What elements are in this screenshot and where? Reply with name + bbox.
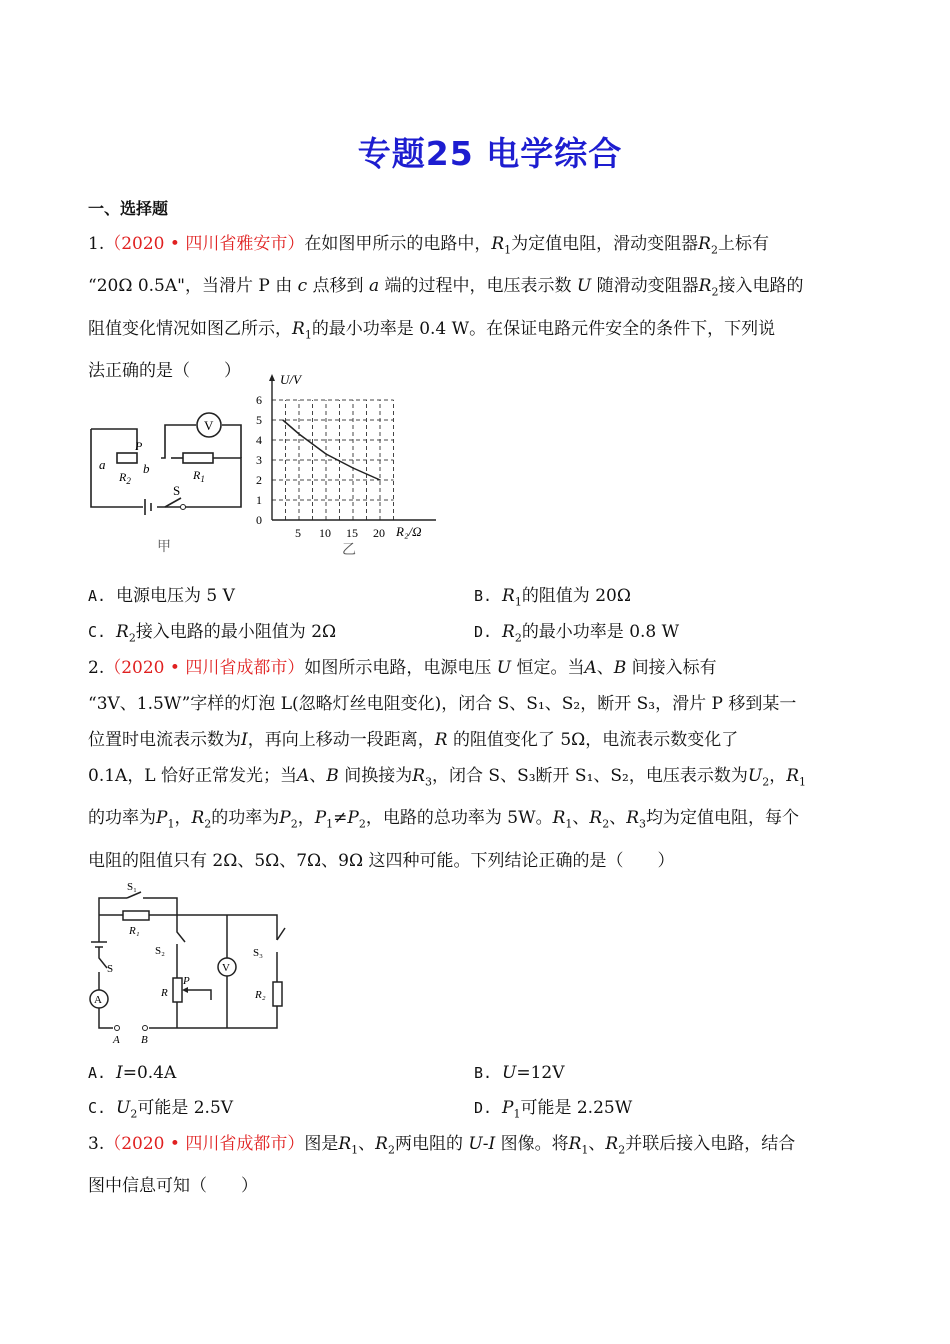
q2-option-b[interactable]: B. U=12V [474, 1063, 565, 1083]
q2-line-4: 0.1A，L 恰好正常发光；当A、B 间换接为$R_3$，闭合 S、S₃断开 S₁、S₂，电压表示数为$U_2$，$R_1$ [88, 766, 806, 789]
y-tick-label: 2 [256, 473, 262, 487]
figure-caption-jia: 甲 [157, 540, 171, 555]
x-tick-label: 15 [346, 526, 358, 540]
rheostat-r-label: R [161, 987, 168, 999]
y-tick-label: 1 [256, 493, 262, 507]
q1-line-3: 阻值变化情况如图乙所示，$R_1$的最小功率是 0.4 W。在保证电路元件安全的条件下，下列说 [88, 318, 776, 342]
y-tick-label: 4 [256, 433, 262, 447]
q1-option-a[interactable]: A. 电源电压为 5 V [88, 586, 235, 606]
u-r2-curve [283, 420, 380, 480]
q2-source: （2020 • 四川省成都市） [104, 658, 305, 678]
q1-line-4: 法正确的是（ ） [88, 361, 241, 382]
q2-option-c[interactable]: C. $U_2$可能是 2.5V [88, 1098, 234, 1121]
q3-line-1: 3.（2020 • 四川省成都市）图是$R_1$、$R_2$两电阻的 U-I 图像。将$R_1$、$R_2$并联后接入电路，结合 [88, 1134, 796, 1157]
r2-label: R₂ [255, 989, 266, 1001]
switch-s-label: S [107, 963, 114, 975]
x-tick-label: 5 [295, 526, 301, 540]
q2-line-2: “3V、1.5W”字样的灯泡 L(忽略灯丝电阻变化)，闭合 S、S₁、S₂，断开 S₃，滑片 P 移到某一 [88, 694, 797, 714]
q2-option-a[interactable]: A. I=0.4A [88, 1063, 177, 1083]
x-axis-label: R₂/Ω [396, 524, 422, 539]
section-heading: 一、选择题 [88, 199, 169, 218]
r1-label: R₁ [129, 925, 140, 937]
x-tick-label: 10 [319, 526, 331, 540]
question-1 [88, 226, 863, 389]
q2-line-6: 电阻的阻值只有 2Ω、5Ω、7Ω、9Ω 这四种可能。下列结论正确的是（ ） [88, 850, 675, 871]
y-tick-label: 0 [256, 513, 262, 527]
y-axis-arrow [269, 374, 275, 381]
r1-label: $R_1$ [193, 468, 205, 484]
terminal-b-label: b [143, 461, 150, 476]
q2-option-d[interactable]: D. $P_1$可能是 2.25W [474, 1098, 633, 1121]
y-tick-label: 3 [256, 453, 262, 467]
q3-line-2: 图中信息可知（ ） [88, 1176, 258, 1197]
y-axis-label: U/V [280, 372, 301, 387]
switch-s2-label: S₂ [155, 945, 165, 957]
switch-s-label: S [173, 483, 181, 498]
q2-line-3: 位置时电流表示数为I，再向上移动一段距离，R 的阻值变化了 5Ω，电流表示数变化了 [88, 730, 739, 750]
x-tick-label: 20 [373, 526, 385, 540]
switch-s1-label: S₁ [127, 881, 137, 893]
q1-voltage-chart [250, 370, 450, 560]
slider-p-label: P [183, 975, 190, 987]
figure-caption-yi: 乙 [342, 543, 356, 558]
q1-source: （2020 • 四川省雅安市） [104, 234, 305, 254]
terminal-a-label: a [99, 457, 106, 472]
switch-s3-label: S₃ [253, 947, 263, 959]
q2-line-5: 的功率为$P_1$，$R_2$的功率为$P_2$，$P_1\ne P_2$，电路的总功率为 5W。$R_1$、$R_2$、$R_3$均为定值电阻，每个 [88, 808, 800, 831]
q1-option-b[interactable]: B. $R_1$的阻值为 20Ω [474, 586, 631, 609]
question-2 [88, 650, 863, 879]
q1-line-1: 1.（2020 • 四川省雅安市）在如图甲所示的电路中，$R_1$为定值电阻，滑动变阻器$R_2$上标有 [88, 234, 769, 257]
terminal-a-label: A [113, 1034, 120, 1045]
r2-label: $R_2$ [119, 470, 131, 486]
q3-source: （2020 • 四川省成都市） [104, 1134, 305, 1154]
q1-line-2: “20Ω 0.5A"，当滑片 P 由 c 点移到 a 端的过程中，电压表示数 U 随滑动变阻器$R_2$接入电路的 [88, 276, 804, 299]
q1-option-d[interactable]: D. $R_2$的最小功率是 0.8 W [474, 622, 680, 645]
voltmeter-label: V [222, 962, 230, 974]
page-title: 专题25 电学综合 [357, 134, 623, 173]
terminal-b-label: B [141, 1034, 148, 1045]
q2-circuit-figure [85, 880, 290, 1045]
voltmeter-label: V [204, 418, 214, 433]
y-tick-label: 6 [256, 393, 262, 407]
ammeter-label: A [94, 994, 102, 1006]
q1-circuit-figure [85, 395, 255, 555]
question-3 [88, 1126, 863, 1204]
q1-option-c[interactable]: C. $R_2$接入电路的最小阻值为 2Ω [88, 622, 337, 645]
slider-p-label: P [135, 439, 143, 453]
q2-line-1: 2.（2020 • 四川省成都市）如图所示电路，电源电压 U 恒定。当A、B 间接入标有 [88, 658, 717, 678]
y-tick-label: 5 [256, 413, 262, 427]
